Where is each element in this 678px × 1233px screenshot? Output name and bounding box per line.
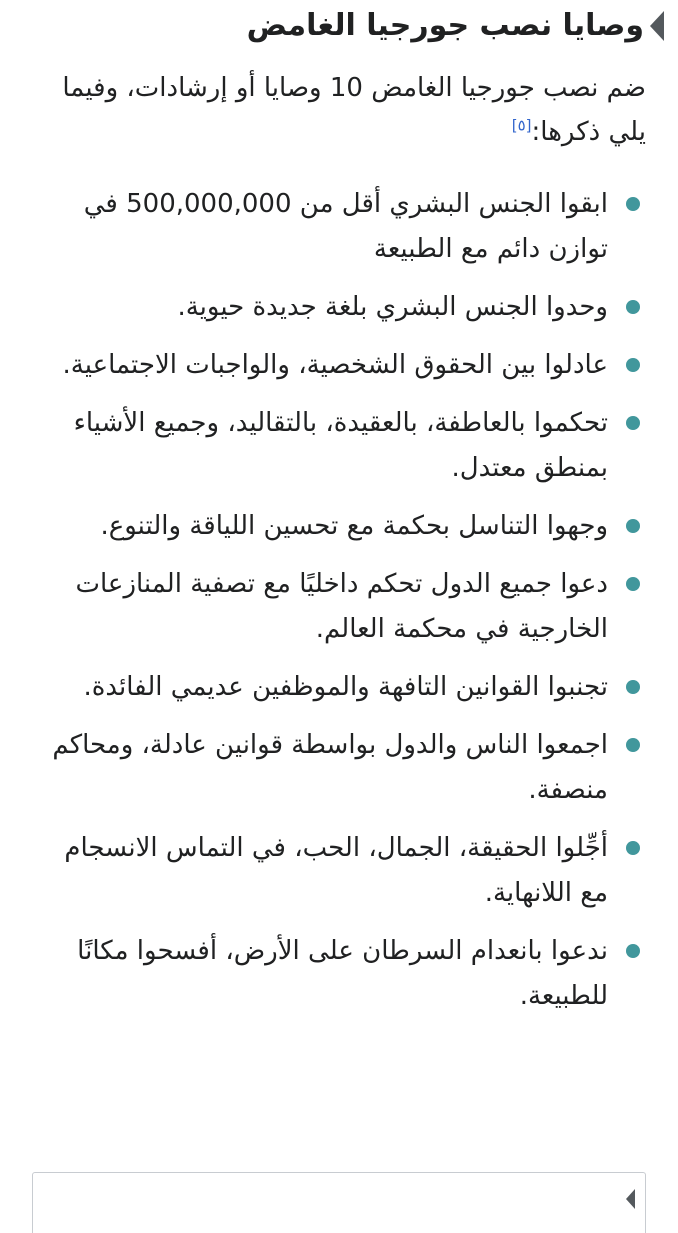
list-item-text: وحدوا الجنس البشري بلغة جديدة حيوية.: [177, 292, 608, 322]
list-item: [40, 826, 608, 916]
bullet-icon: [626, 577, 640, 591]
collapse-arrow-icon[interactable]: [650, 11, 664, 41]
list-item-text: ندعوا بانعدام السرطان على الأرض، أفسحوا مكانًا للطبيعة.: [77, 936, 608, 1011]
list-item: [40, 504, 608, 549]
list-item-text: ابقوا الجنس البشري أقل من 500,000,000 في توازن دائم مع الطبيعة: [83, 189, 608, 264]
list-item-text: اجمعوا الناس والدول بواسطة قوانين عادلة، ومحاكم منصفة.: [52, 730, 608, 805]
list-item: [40, 182, 608, 272]
bullet-icon: [626, 358, 640, 372]
intro-text: ضم نصب جورجيا الغامض 10 وصايا أو إرشادات، وفيما يلي ذكرها:: [62, 73, 646, 147]
list-item: [40, 665, 608, 710]
list-item-text: عادلوا بين الحقوق الشخصية، والواجبات الاجتماعية.: [62, 350, 608, 380]
next-section-header[interactable]: [32, 1172, 646, 1233]
bullet-icon: [626, 197, 640, 211]
list-item: [40, 929, 608, 1019]
list-item-text: وجهوا التناسل بحكمة مع تحسين اللياقة والتنوع.: [100, 511, 608, 541]
list-item: [40, 343, 608, 388]
list-item: [40, 401, 608, 491]
bullet-icon: [626, 738, 640, 752]
list-item-text: أجِّلوا الحقيقة، الجمال، الحب، في التماس الانسجام مع اللانهاية.: [64, 833, 608, 908]
list-item: [40, 285, 608, 330]
bullet-icon: [626, 841, 640, 855]
list-item: [40, 723, 608, 813]
list-item-text: تحكموا بالعاطفة، بالعقيدة، بالتقاليد، وجميع الأشياء بمنطق معتدل.: [73, 408, 608, 483]
list-item: [40, 562, 608, 652]
tenets-list: [40, 182, 608, 1032]
intro-paragraph: [28, 66, 646, 154]
expand-arrow-icon[interactable]: [626, 1189, 635, 1209]
bullet-icon: [626, 416, 640, 430]
reference-link[interactable]: [٥]: [511, 116, 532, 135]
bullet-icon: [626, 300, 640, 314]
list-item-text: دعوا جميع الدول تحكم داخليًا مع تصفية المنازعات الخارجية في محكمة العالم.: [75, 569, 608, 644]
bullet-icon: [626, 680, 640, 694]
section-title: وصايا نصب جورجيا الغامض: [246, 8, 644, 43]
bullet-icon: [626, 519, 640, 533]
bullet-icon: [626, 944, 640, 958]
list-item-text: تجنبوا القوانين التافهة والموظفين عديمي الفائدة.: [83, 672, 608, 702]
section-header[interactable]: [0, 0, 678, 52]
